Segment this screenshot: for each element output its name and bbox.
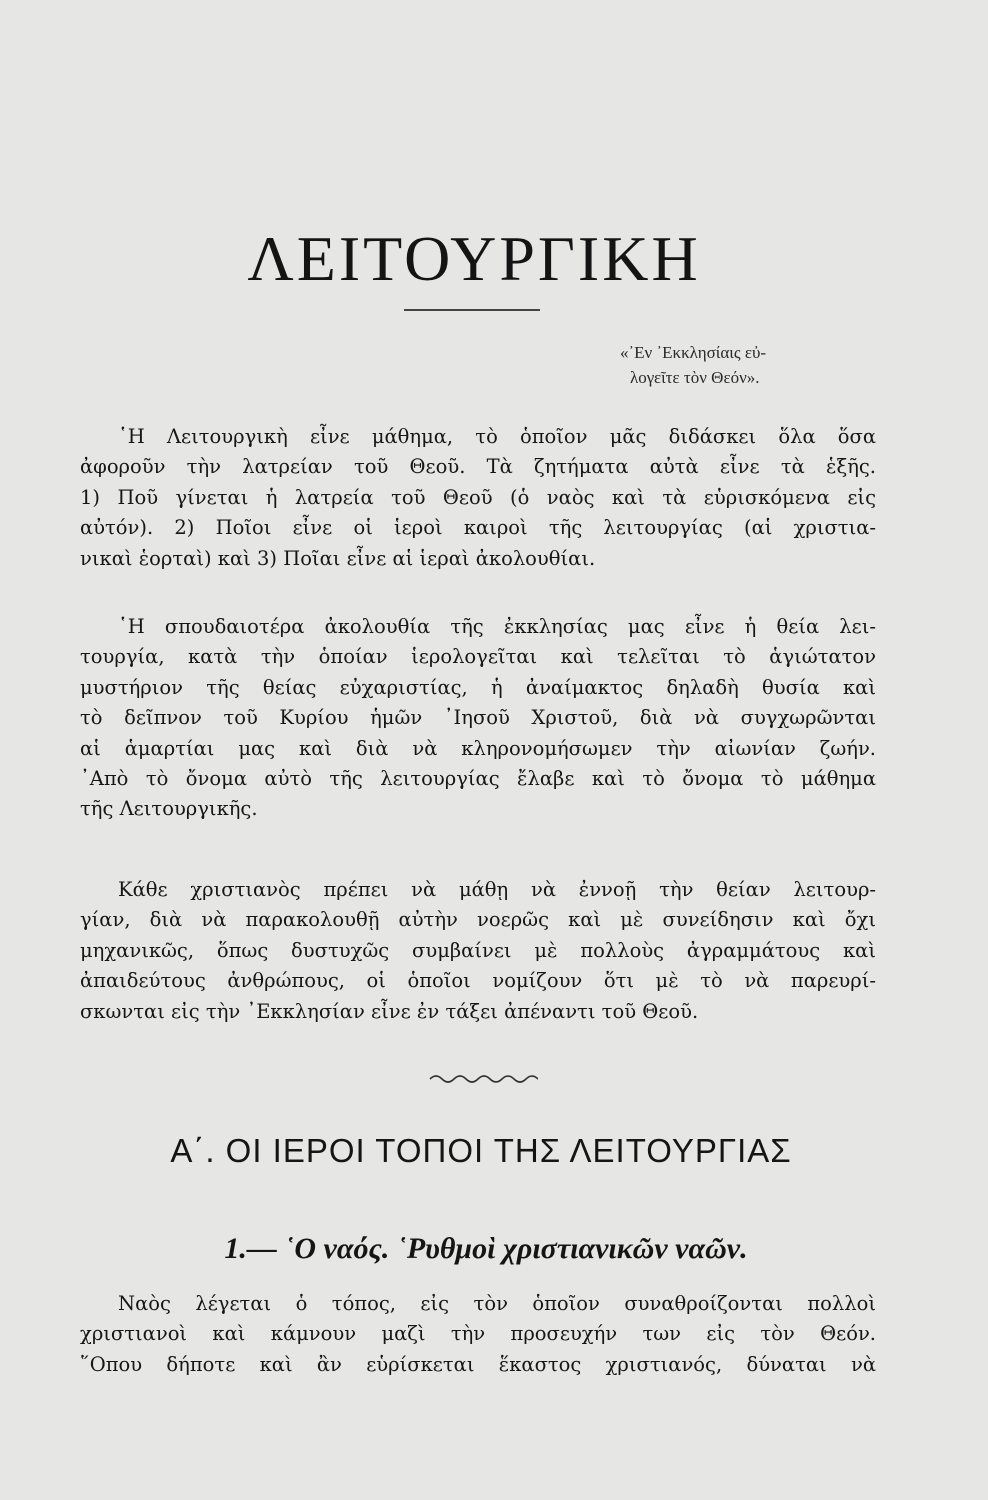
paragraph-1 <box>80 422 876 574</box>
text-line: αἱ ἁμαρτίαι μας καὶ διὰ νὰ κληρονομήσωμεν τὴν αἰωνίαν ζωήν. <box>80 736 876 760</box>
text-line: Κάθε χριστιανὸς πρέπει νὰ μάθῃ νὰ ἐννοῇ τὴν θείαν λειτουρ- <box>118 878 876 901</box>
epigraph <box>620 340 855 390</box>
subsection-heading: 1.— ῾Ο ναός. ῾Ρυθμοὶ χριστιανικῶν ναῶν. <box>224 1232 748 1265</box>
text-line: χριστιανοὶ καὶ κάμνουν μαζὶ τὴν προσευχήν των εἰς τὸν Θεόν. <box>80 1322 876 1346</box>
page-title: ΛΕΙΤΟΥΡΓΙΚΗ <box>247 223 701 294</box>
text-line: γίαν, διὰ νὰ παρακολουθῇ αὐτὴν νοερῶς καὶ μὲ συνείδησιν καὶ ὄχι <box>80 908 876 932</box>
text-line: τὸ δεῖπνον τοῦ Κυρίου ἡμῶν ᾿Ιησοῦ Χριστοῦ, διὰ νὰ συγχωρῶνται <box>80 706 876 730</box>
text-line: μυστήριον τῆς θείας εὐχαριστίας, ἡ ἀναίμακτος δηλαδὴ θυσία καὶ <box>80 675 876 699</box>
text-line: αὐτόν). 2) Ποῖοι εἶνε οἱ ἱεροὶ καιροὶ τῆς λειτουργίας (αἱ χριστια- <box>80 516 876 540</box>
text-line: τουργία, κατὰ τὴν ὁποίαν ἱερολογεῖται καὶ τελεῖται τὸ ἁγιώτατον <box>80 645 876 669</box>
paragraph-3 <box>80 875 876 1027</box>
text-line: ᾿Απὸ τὸ ὄνομα αὐτὸ τῆς λειτουργίας ἔλαβε καὶ τὸ ὄνομα τὸ μάθημα <box>80 767 876 791</box>
text-line: Ναὸς λέγεται ὁ τόπος, εἰς τὸν ὁποῖον συναθροίζονται πολλοὶ <box>118 1292 876 1315</box>
title-divider <box>404 309 540 311</box>
text-line: σκωνται εἰς τὴν ᾿Εκκλησίαν εἶνε ἐν τάξει ἀπέναντι τοῦ Θεοῦ. <box>80 999 699 1023</box>
section-heading: Α΄. ΟΙ ΙΕΡΟΙ ΤΟΠΟΙ ΤΗΣ ΛΕΙΤΟΥΡΓΙΑΣ <box>170 1132 792 1169</box>
text-line: τῆς Λειτουργικῆς. <box>80 797 258 821</box>
text-line: ἀπαιδεύτους ἀνθρώπους, οἱ ὁποῖοι νομίζουν ὅτι μὲ τὸ νὰ παρευρί- <box>80 969 876 993</box>
text-line: 1) Ποῦ γίνεται ἡ λατρεία τοῦ Θεοῦ (ὁ ναὸς καὶ τὰ εὑρισκόμενα εἰς <box>80 485 876 509</box>
epigraph-line: λογεῖτε τὸν Θεόν». <box>630 368 760 387</box>
epigraph-line: «᾿Εν ᾿Εκκλησίαις εὐ- <box>620 343 767 362</box>
paragraph-2 <box>80 612 876 825</box>
wavy-ornament-divider <box>428 1070 538 1086</box>
text-line: ῾Η σπουδαιοτέρα ἀκολουθία τῆς ἐκκλησίας μας εἶνε ἡ θεία λει- <box>118 615 876 638</box>
text-line: ῾Η Λειτουργικὴ εἶνε μάθημα, τὸ ὁποῖον μᾶς διδάσκει ὅλα ὅσα <box>118 425 876 448</box>
paragraph-4 <box>80 1289 876 1380</box>
text-line: ἀφοροῦν τὴν λατρείαν τοῦ Θεοῦ. Τὰ ζητήματα αὐτὰ εἶνε τὰ ἑξῆς. <box>80 455 876 479</box>
text-line: νικαὶ ἑορταὶ) καὶ 3) Ποῖαι εἶνε αἱ ἱεραὶ ἀκολουθίαι. <box>80 546 596 570</box>
text-line: μηχανικῶς, ὅπως δυστυχῶς συμβαίνει μὲ πολλοὺς ἀγραμμάτους καὶ <box>80 938 876 962</box>
text-line: ῞Οπου δήποτε καὶ ἂν εὑρίσκεται ἕκαστος χριστιανός, δύναται νὰ <box>80 1352 876 1376</box>
